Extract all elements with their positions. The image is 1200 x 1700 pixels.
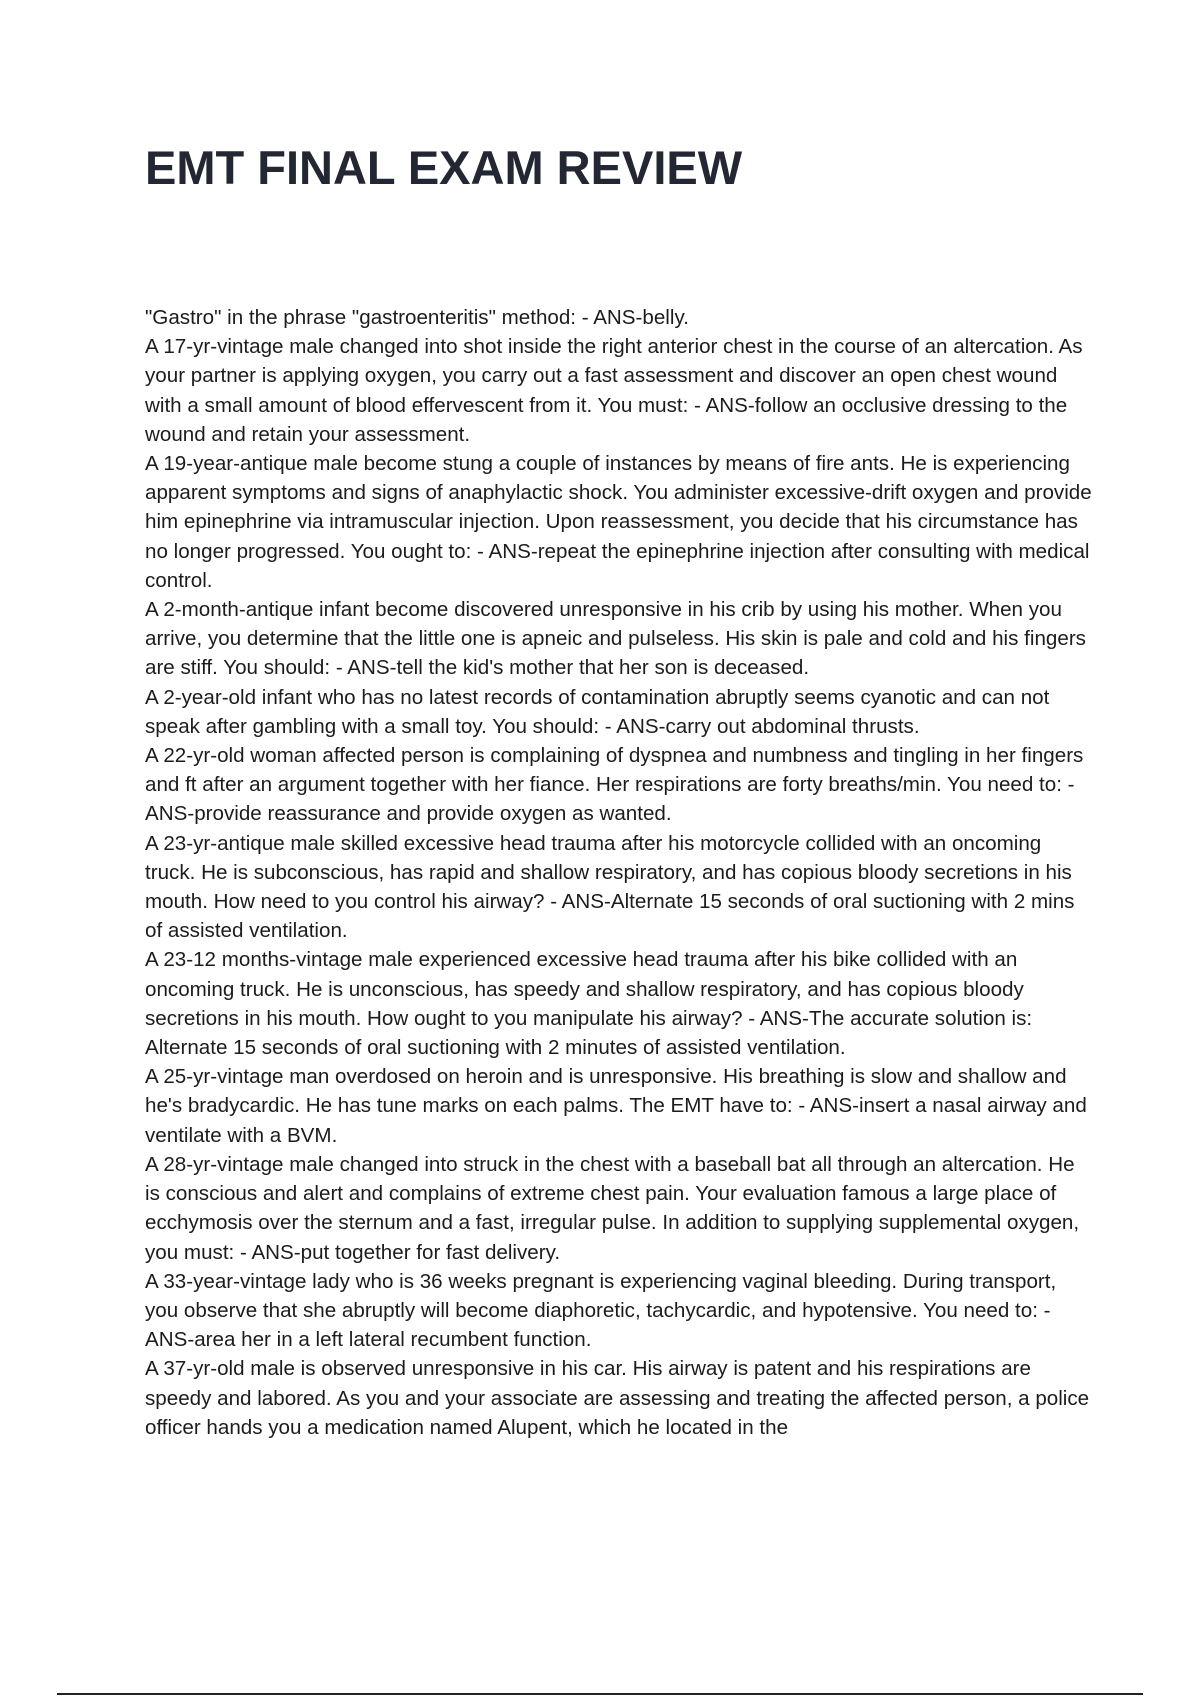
qa-item-12: A 37-yr-old male is observed unresponsive in his car. His airway is patent and his respirations are speedy and labored. As you and your associate are assessing and treating the affected person, a police officer hands you a medication named Alupent, which he located in the (145, 1357, 1090, 1439)
qa-item-8: A 23-12 months-vintage male experienced excessive head trauma after his bike collided with an oncoming truck. He is unconscious, has speedy and shallow respiratory, and has copious bloody secretions in his mouth. How ought to you manipulate his airway? - ANS-The accurate solution is: Alternate 15 seconds of oral suctioning with 2 minutes of assisted ventilation. (145, 948, 1033, 1060)
qa-item-2: A 17-yr-vintage male changed into shot inside the right anterior chest in the course of an altercation. As your partner is applying oxygen, you carry out a fast assessment and discover an open chest wound with a small amount of blood effervescent from it. You must: - ANS-follow an occlusive dressing to the wound and retain your assessment. (145, 335, 1083, 446)
review-content (145, 303, 1095, 1442)
qa-item-1: "Gastro" in the phrase "gastroenteritis" method: - ANS-belly. (145, 306, 689, 329)
qa-item-10: A 28-yr-vintage male changed into struck in the chest with a baseball bat all through an altercation. He is conscious and alert and complains of extreme chest pain. Your evaluation famous a large place of ecchymosis over the sternum and a fast, irregular pulse. In addition to supplying supplemental oxygen, you must: - ANS-put together for fast delivery. (145, 1152, 1080, 1264)
qa-item-5: A 2-year-old infant who has no latest records of contamination abruptly seems cyanotic and can not speak after gambling with a small toy. You should: - ANS-carry out abdominal thrusts. (145, 685, 1050, 738)
footer-divider (57, 1693, 1143, 1695)
qa-item-6: A 22-yr-old woman affected person is complaining of dyspnea and numbness and tingling in her fingers and ft after an argument together with her fiance. Her respirations are forty breaths/min. You need to: - ANS-provide reassurance and provide oxygen as wanted. (145, 744, 1084, 826)
qa-item-7: A 23-yr-antique male skilled excessive head trauma after his motorcycle collided with an oncoming truck. He is subconscious, has rapid and shallow respiratory, and has copious bloody secretions in his mouth. How need to you control his airway? - ANS-Alternate 15 seconds of oral suctioning with 2 mins of assisted ventilation. (145, 831, 1075, 943)
qa-item-4: A 2-month-antique infant become discovered unresponsive in his crib by using his mother. When you arrive, you determine that the little one is apneic and pulseless. His skin is pale and cold and his fingers are stiff. You should: - ANS-tell the kid's mother that her son is deceased. (145, 598, 1086, 680)
qa-item-11: A 33-year-vintage lady who is 36 weeks pregnant is experiencing vaginal bleeding. During transport, you observe that she abruptly will become diaphoretic, tachycardic, and hypotensive. You need to: - ANS-area her in a left lateral recumbent function. (145, 1269, 1057, 1352)
qa-item-3: A 19-year-antique male become stung a couple of instances by means of fire ants. He is experiencing apparent symptoms and signs of anaphylactic shock. You administer excessive-drift oxygen and provide him epinephrine via intramuscular injection. Upon reassessment, you decide that his circumstance has no longer progressed. You ought to: - ANS-repeat the epinephrine injection after consulting with medical control. (145, 452, 1092, 592)
qa-item-9: A 25-yr-vintage man overdosed on heroin and is unresponsive. His breathing is slow and shallow and he's bradycardic. He has tune marks on each palms. The EMT have to: - ANS-insert a nasal airway and ventilate with a BVM. (145, 1065, 1087, 1147)
page-title: EMT FINAL EXAM REVIEW (145, 141, 743, 194)
